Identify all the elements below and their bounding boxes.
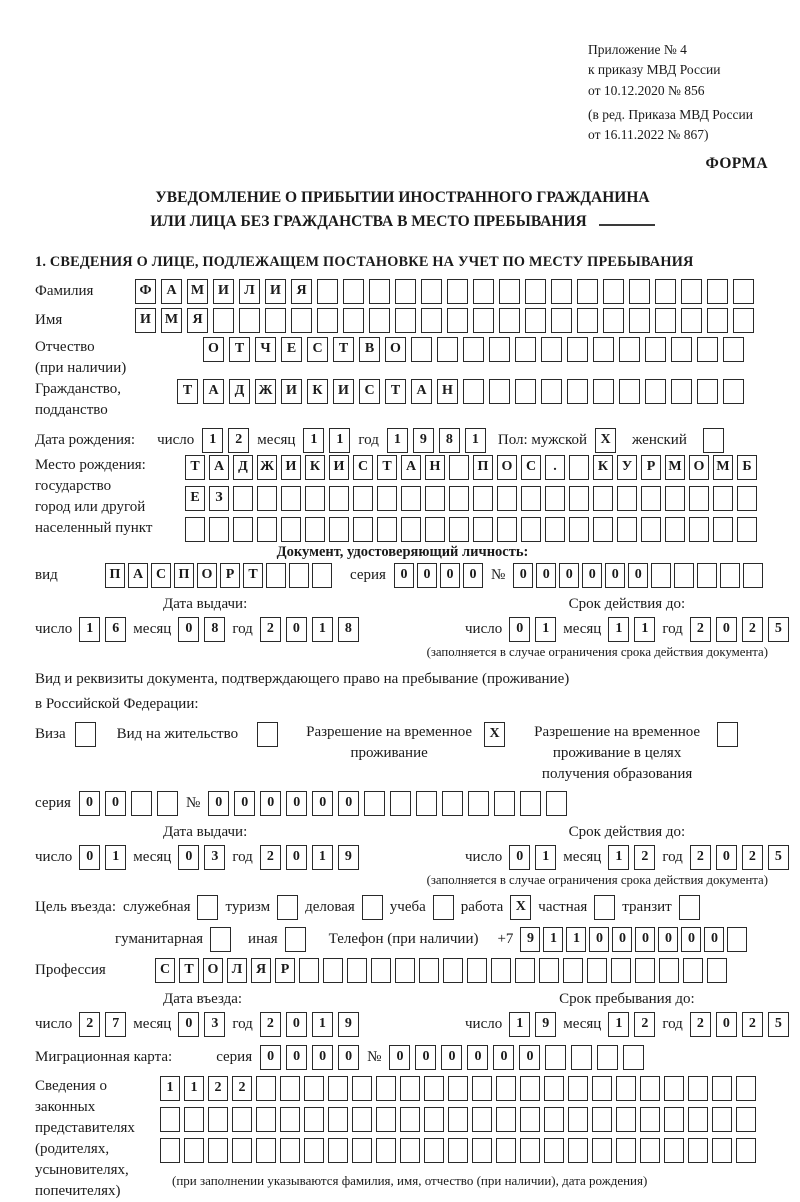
citizenship-row (35, 379, 770, 421)
purpose-other-label: иная (248, 930, 278, 947)
purpose-transit-checkbox[interactable] (679, 895, 700, 920)
stay-issue-day[interactable]: 0 1 (79, 845, 126, 870)
sex-female-label: женский (632, 431, 687, 448)
entry-date-row: число 2 7 месяц 0 3 год 2 0 1 9 (35, 1012, 465, 1037)
visa-checkbox[interactable] (75, 722, 96, 747)
stay-until-year[interactable]: 2 0 2 5 (690, 1012, 789, 1037)
residence-permit-label: Вид на жительство (116, 725, 239, 742)
purpose-other-checkbox[interactable] (285, 927, 306, 952)
birth-place-block (35, 455, 770, 542)
stay-doc-series-row (35, 791, 770, 816)
purpose-humanitarian-checkbox[interactable] (210, 927, 231, 952)
temp-residence-edu-checkbox[interactable] (717, 722, 738, 747)
stay-series-cells[interactable]: 0 0 (79, 791, 178, 816)
migration-card-label: Миграционная карта: (35, 1048, 173, 1065)
temp-residence-checkbox[interactable]: X (484, 722, 505, 747)
purpose-work-checkbox[interactable]: X (510, 895, 531, 920)
doc-number-cells[interactable]: 0 0 0 0 0 0 (513, 563, 763, 588)
doc-number-label: № (490, 566, 506, 583)
year-label: год (358, 431, 379, 448)
migration-number-cells[interactable]: 0 0 0 0 0 0 (389, 1045, 644, 1070)
legal-reps-row-1[interactable]: 1 1 2 2 (160, 1076, 756, 1101)
doc-series-label: серия (350, 566, 386, 583)
legal-reps-note: (при заполнении указываются фамилия, имя, отчество (при наличии), дата рождения) (172, 1172, 648, 1188)
section1-heading: 1. СВЕДЕНИЯ О ЛИЦЕ, ПОДЛЕЖАЩЕМ ПОСТАНОВКЕ НА УЧЕТ ПО МЕСТУ ПРЕБЫВАНИЯ (35, 253, 694, 270)
migration-series-label: серия (216, 1048, 253, 1065)
legal-reps-cells (160, 1076, 756, 1163)
title-blank-line (599, 213, 655, 226)
sex-male-label: Пол: мужской (497, 431, 588, 448)
stay-until-heading: Срок пребывания до: (559, 990, 695, 1007)
identity-valid-day[interactable]: 0 1 (509, 617, 556, 642)
purpose-tourism-label: туризм (225, 898, 271, 915)
restriction-note-1: (заполняется в случае ограничения срока действия документа) (426, 644, 768, 659)
residence-permit-checkbox[interactable] (257, 722, 278, 747)
purpose-label: Цель въезда: (35, 898, 116, 915)
purpose-row-2 (35, 927, 770, 952)
stay-series-label: серия (35, 794, 71, 811)
phone-cells[interactable]: 9 1 1 0 0 0 0 0 0 (520, 927, 747, 952)
stay-issue-month[interactable]: 0 3 (178, 845, 225, 870)
profession-row (35, 958, 770, 983)
purpose-study-checkbox[interactable] (433, 895, 454, 920)
form-title (35, 186, 770, 233)
entry-day[interactable]: 2 7 (79, 1012, 126, 1037)
birth-year-cells[interactable]: 1 9 8 1 (387, 428, 486, 453)
purpose-official-label: служебная (122, 898, 191, 915)
entry-month[interactable]: 0 3 (178, 1012, 225, 1037)
identity-doc-row (35, 563, 770, 588)
birth-place-row-1[interactable]: Т А Д Ж И К И С Т А Н П О С . К У Р М О М Б (185, 455, 757, 480)
stay-until-row: число 1 9 месяц 1 2 год 2 0 2 5 (465, 1012, 789, 1037)
issue-date-heading: Дата выдачи: (163, 595, 248, 612)
title-line-1: УВЕДОМЛЕНИЕ О ПРИБЫТИИ ИНОСТРАННОГО ГРАЖДАНИНА (155, 189, 650, 207)
stay-doc-intro-1: Вид и реквизиты документа, подтверждающего право на пребывание (проживание) (35, 670, 570, 687)
patronymic-cells[interactable]: О Т Ч Е С Т В О (203, 337, 744, 362)
stay-valid-day[interactable]: 0 1 (509, 845, 556, 870)
appendix-line-1: Приложение № 4 (588, 42, 687, 57)
purpose-transit-label: транзит (622, 898, 672, 915)
temp-residence-label: Разрешение на временное проживание (306, 723, 473, 761)
migration-card-row (35, 1045, 770, 1070)
identity-issue-day[interactable]: 1 6 (79, 617, 126, 642)
sex-male-checkbox[interactable]: X (595, 428, 616, 453)
identity-issue-year[interactable]: 2 0 1 8 (260, 617, 359, 642)
visa-label: Виза (35, 725, 66, 742)
migration-series-cells[interactable]: 0 0 0 0 (260, 1045, 359, 1070)
name-cells[interactable]: И М Я (135, 308, 754, 333)
identity-valid-year[interactable]: 2 0 2 5 (690, 617, 789, 642)
entry-year[interactable]: 2 0 1 9 (260, 1012, 359, 1037)
stay-until-month[interactable]: 1 2 (608, 1012, 655, 1037)
purpose-humanitarian-label: гуманитарная (115, 930, 204, 947)
edition-line-2: от 16.11.2022 № 867) (588, 127, 709, 142)
purpose-work-label: работа (460, 898, 504, 915)
restriction-note-2: (заполняется в случае ограничения срока действия документа) (426, 872, 768, 887)
stay-valid-year[interactable]: 2 0 2 5 (690, 845, 789, 870)
purpose-private-label: частная (538, 898, 588, 915)
appendix-block (588, 40, 778, 145)
appendix-line-2: к приказу МВД России (588, 62, 721, 78)
legal-reps-row-2[interactable] (160, 1107, 756, 1132)
purpose-private-checkbox[interactable] (594, 895, 615, 920)
stay-doc-options (35, 722, 770, 785)
doc-kind-cells[interactable]: П А С П О Р Т (105, 563, 332, 588)
legal-reps-row-3[interactable] (160, 1138, 756, 1163)
birth-place-label: Место рождения: государство город или другой населенный пункт (35, 456, 153, 536)
stay-doc-intro-2: в Российской Федерации: (35, 695, 199, 712)
entry-stay-dates (35, 989, 782, 1037)
purpose-business-label: деловая (305, 898, 355, 915)
valid-until-heading: Срок действия до: (568, 595, 686, 612)
purpose-row-1 (35, 895, 770, 920)
migration-number-label: № (367, 1048, 382, 1065)
temp-residence-edu-label: Разрешение на временное проживание в целях получения образования (534, 723, 701, 782)
phone-prefix: +7 (497, 930, 514, 947)
surname-label: Фамилия (35, 282, 94, 299)
name-row (35, 308, 770, 333)
purpose-official-checkbox[interactable] (197, 895, 218, 920)
identity-valid-row: число 0 1 месяц 1 1 год 2 0 2 5 (465, 617, 789, 642)
identity-valid-month[interactable]: 1 1 (608, 617, 655, 642)
legal-reps-block (35, 1076, 770, 1202)
birth-place-cells (185, 455, 757, 542)
issue-date-heading-2: Дата выдачи: (163, 823, 248, 840)
purpose-tourism-checkbox[interactable] (277, 895, 298, 920)
stay-number-cells[interactable]: 0 0 0 0 0 0 (208, 791, 567, 816)
stay-issue-row: число 0 1 месяц 0 3 год 2 0 1 9 (35, 845, 465, 870)
birth-date-label: Дата рождения: (35, 431, 136, 448)
stay-valid-row: число 0 1 месяц 1 2 год 2 0 2 5 (465, 845, 789, 870)
stay-until-day[interactable]: 1 9 (509, 1012, 556, 1037)
title-line-2: ИЛИ ЛИЦА БЕЗ ГРАЖДАНСТВА В МЕСТО ПРЕБЫВАНИЯ (35, 210, 770, 233)
patronymic-row (35, 337, 770, 379)
surname-row (35, 279, 770, 304)
valid-until-heading-2: Срок действия до: (568, 823, 686, 840)
doc-series-cells[interactable]: 0 0 0 0 (394, 563, 483, 588)
citizenship-cells[interactable]: Т А Д Ж И К И С Т А Н (177, 379, 744, 404)
day-label: число (157, 431, 195, 448)
sex-female-checkbox[interactable] (703, 428, 724, 453)
identity-doc-heading: Документ, удостоверяющий личность: (276, 543, 529, 560)
identity-issue-month[interactable]: 0 8 (178, 617, 225, 642)
surname-cells[interactable]: Ф А М И Л И Я (135, 279, 754, 304)
stay-number-label: № (185, 794, 201, 811)
patronymic-label: Отчество (при наличии) (35, 338, 127, 376)
purpose-business-checkbox[interactable] (362, 895, 383, 920)
name-label: Имя (35, 311, 63, 328)
edition-line-1: (в ред. Приказа МВД России (588, 106, 753, 122)
purpose-study-label: учеба (389, 898, 426, 915)
birth-place-row-2[interactable]: Е З (185, 486, 757, 511)
birth-date-row (35, 428, 770, 453)
doc-kind-label: вид (35, 566, 58, 583)
identity-doc-dates (35, 594, 782, 642)
profession-label: Профессия (35, 961, 106, 978)
stay-issue-year[interactable]: 2 0 1 9 (260, 845, 359, 870)
stay-valid-month[interactable]: 1 2 (608, 845, 655, 870)
form-label: ФОРМА (705, 155, 768, 173)
legal-reps-label: Сведения о законных представителях (родителях, усыновителях, попечителях) (35, 1077, 135, 1199)
birth-place-row-3[interactable] (185, 517, 757, 542)
citizenship-label: Гражданство, подданство (35, 380, 122, 418)
appendix-line-3: от 10.12.2020 № 856 (588, 82, 705, 98)
birth-month-cells[interactable]: 1 1 (303, 428, 350, 453)
phone-label: Телефон (при наличии) (328, 930, 479, 947)
month-label: месяц (257, 431, 296, 448)
entry-date-heading: Дата въезда: (163, 990, 243, 1007)
stay-doc-dates (35, 822, 782, 870)
birth-day-cells[interactable]: 1 2 (202, 428, 249, 453)
profession-cells[interactable]: С Т О Л Я Р (155, 958, 727, 983)
identity-issue-row: число 1 6 месяц 0 8 год 2 0 1 8 (35, 617, 465, 642)
